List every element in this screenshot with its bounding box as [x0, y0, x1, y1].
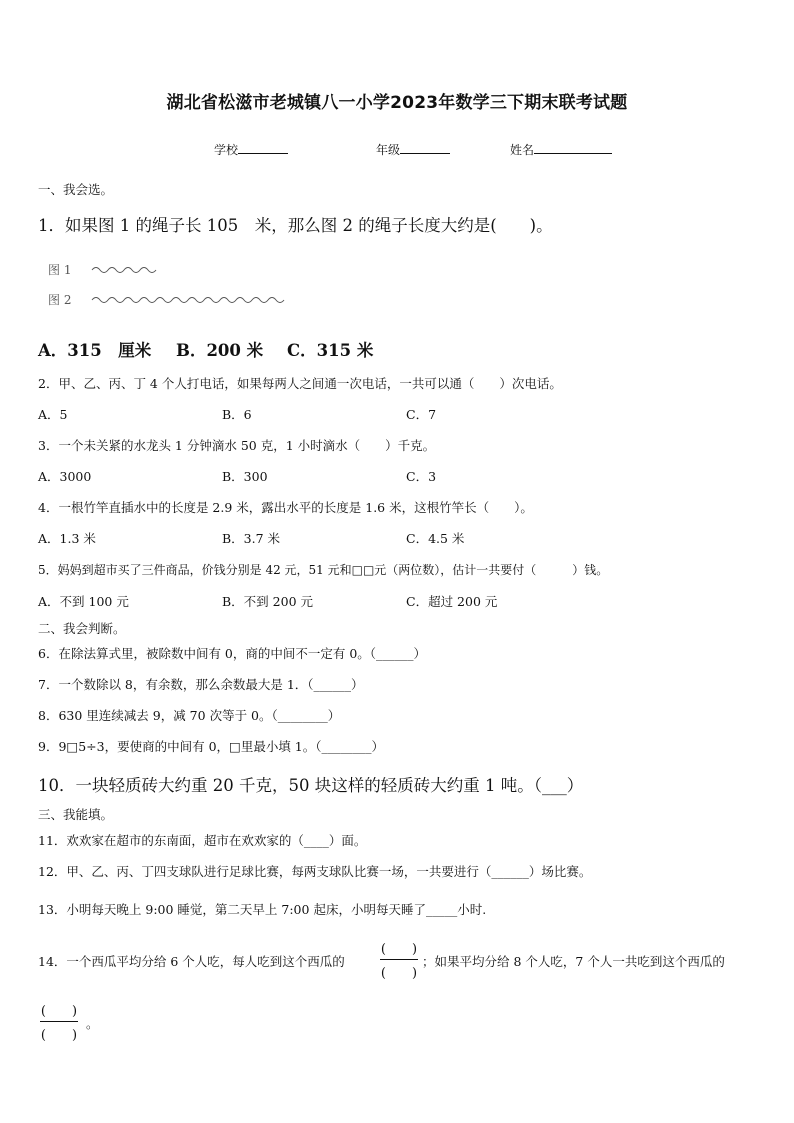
question-4-option-c: C．4.5 米	[406, 531, 465, 546]
question-3-option-c: C．3	[406, 469, 437, 484]
section-1-heading: 一、我会选。	[38, 182, 114, 197]
figure-1-label: 图 1	[48, 263, 72, 277]
question-2-option-a: A．5	[38, 407, 68, 422]
school-field	[214, 141, 288, 158]
question-2-option-b: B．6	[222, 407, 252, 422]
question-5-option-b: B．不到 200 元	[222, 594, 313, 609]
grade-label: 年级	[376, 143, 401, 157]
question-14-part-2: ；如果平均分给 8 个人吃，7 个人一共吃到这个西瓜的	[422, 954, 725, 969]
question-9: 9．9□5÷3，要使商的中间有 0，□里最小填 1。（________）	[38, 739, 385, 754]
question-10: 10．一块轻质砖大约重 20 千克，50 块这样的轻质砖大约重 1 吨。（___）	[38, 776, 584, 795]
question-2: 2．甲、乙、丙、丁 4 个人打电话，如果每两人之间通一次电话，一共可以通（ ）次电话。	[38, 376, 562, 391]
school-label: 学校	[214, 143, 239, 157]
question-3-option-a: A．3000	[38, 469, 92, 484]
question-4-option-b: B．3.7 米	[222, 531, 281, 546]
name-blank	[534, 141, 612, 154]
question-1-option-b: B．200 米	[176, 341, 264, 360]
question-14-fraction-2	[40, 1000, 78, 1043]
grade-blank	[400, 141, 450, 154]
section-3-heading: 三、我能填。	[38, 807, 114, 822]
question-5-option-c: C．超过 200 元	[406, 594, 498, 609]
question-14-part-1: 14．一个西瓜平均分给 6 个人吃，每人吃到这个西瓜的	[38, 954, 345, 969]
fraction-1-denominator: ( )	[380, 966, 418, 981]
fraction-2-denominator: ( )	[40, 1028, 78, 1043]
question-1-option-c: C．315 米	[287, 341, 374, 360]
school-blank	[238, 141, 288, 154]
figure-2-label: 图 2	[48, 293, 72, 307]
name-field	[510, 141, 612, 158]
name-label: 姓名	[510, 143, 535, 157]
question-5: 5．妈妈到超市买了三件商品，价钱分别是 42 元，51 元和□□元（两位数），估计一共要付（ ）钱。	[38, 563, 609, 577]
question-5-option-a: A．不到 100 元	[38, 594, 129, 609]
section-2-heading: 二、我会判断。	[38, 621, 126, 636]
question-4-option-a: A．1.3 米	[38, 531, 96, 546]
question-1-option-a: A．315 厘米	[38, 341, 152, 360]
question-11: 11．欢欢家在超市的东南面，超市在欢欢家的（____）面。	[38, 833, 367, 848]
question-2-option-c: C．7	[406, 407, 437, 422]
rope-figure-1	[90, 264, 160, 276]
question-3-option-b: B．300	[222, 469, 268, 484]
question-8: 8．630 里连续减去 9，减 70 次等于 0。（________）	[38, 708, 341, 723]
fraction-1-numerator: ( )	[380, 942, 418, 957]
question-7: 7．一个数除以 8，有余数，那么余数最大是 1．（______）	[38, 677, 364, 692]
fraction-2-numerator: ( )	[40, 1004, 78, 1019]
question-6: 6．在除法算式里，被除数中间有 0，商的中间不一定有 0。（______）	[38, 646, 427, 661]
question-4: 4．一根竹竿直插水中的长度是 2.9 米，露出水平的长度是 1.6 米，这根竹竿长（ ）。	[38, 500, 533, 515]
question-1: 1．如果图 1 的绳子长 105 米，那么图 2 的绳子长度大约是( )。	[38, 216, 553, 235]
grade-field	[376, 141, 450, 158]
question-12: 12．甲、乙、丙、丁四支球队进行足球比赛，每两支球队比赛一场，一共要进行（______）场比赛。	[38, 864, 592, 879]
page-title: 湖北省松滋市老城镇八一小学2023年数学三下期末联考试题	[166, 93, 628, 113]
question-3: 3．一个未关紧的水龙头 1 分钟滴水 50 克，1 小时滴水（ ）千克。	[38, 438, 436, 453]
question-14-end: 。	[86, 1016, 99, 1031]
question-14-fraction-1	[380, 938, 418, 981]
rope-figure-2	[90, 294, 285, 306]
question-13: 13．小明每天晚上 9:00 睡觉，第二天早上 7:00 起床，小明每天睡了_____小时.	[38, 902, 487, 917]
